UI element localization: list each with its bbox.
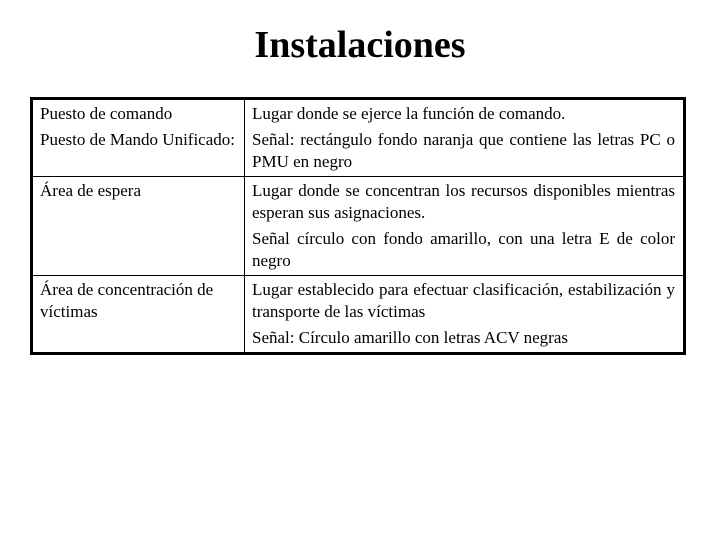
table-row (32, 276, 685, 354)
definition-text: Señal: Círculo amarillo con letras ACV negras (252, 328, 569, 347)
definition-text: Lugar donde se concentran los recursos disponibles mientras esperan sus asignaciones. (252, 181, 675, 222)
term-text: Área de concentración de víctimas (40, 280, 214, 321)
definition-cell (245, 99, 685, 177)
term-cell (32, 177, 245, 276)
table-row (32, 99, 685, 177)
facilities-table (30, 97, 686, 355)
definition-text: Lugar donde se ejerce la función de comando. (252, 104, 566, 123)
term-text: Puesto de comando (40, 104, 173, 123)
term-text: Área de espera (40, 181, 141, 200)
definition-cell (245, 177, 685, 276)
definition-text: Lugar establecido para efectuar clasificación, estabilización y transporte de las víctimas (252, 280, 675, 321)
table-row (32, 177, 685, 276)
definition-text: Señal círculo con fondo amarillo, con una letra E de color negro (252, 229, 675, 270)
page-title: Instalaciones (254, 24, 466, 66)
definition-text: Señal: rectángulo fondo naranja que contiene las letras PC o PMU en negro (252, 130, 675, 171)
term-text: Puesto de Mando Unificado: (40, 130, 235, 149)
definition-cell (245, 276, 685, 354)
term-cell (32, 99, 245, 177)
term-cell (32, 276, 245, 354)
